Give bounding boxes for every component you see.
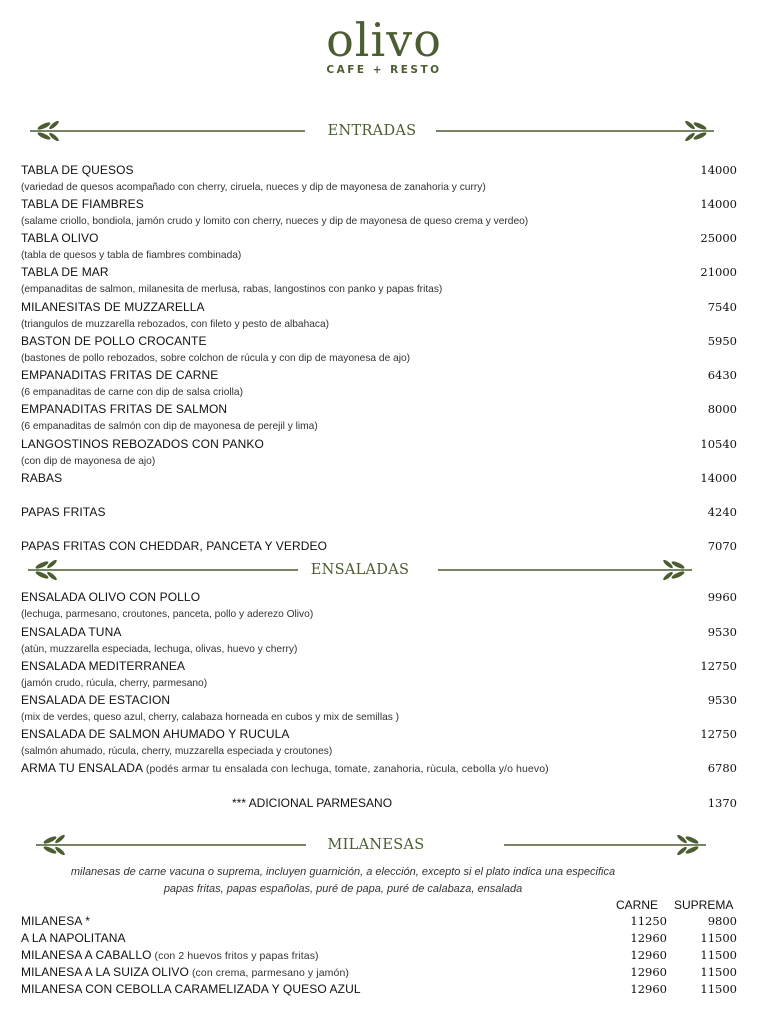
menu-item <box>21 930 737 947</box>
item-name: LANGOSTINOS REBOZADOS CON PANKO <box>21 437 264 451</box>
section-header-ensaladas <box>0 558 768 582</box>
item-description: (tabla de quesos y tabla de fiambres combinada) <box>21 250 242 261</box>
item-name: MILANESA CON CEBOLLA CARAMELIZADA Y QUESO AZUL <box>21 982 361 996</box>
item-inline-description: (con crema, parmesano y jamón) <box>188 967 349 979</box>
menu-item <box>21 470 737 487</box>
item-name: TABLA DE FIAMBRES <box>21 197 144 211</box>
item-price: 14000 <box>700 163 737 177</box>
item-price: 14000 <box>700 471 737 485</box>
column-header-carne: CARNE <box>616 898 659 912</box>
item-name: ARMA TU ENSALADA <box>21 761 143 775</box>
menu-item <box>21 333 737 350</box>
menu-item <box>21 436 737 453</box>
item-name: EMPANADITAS FRITAS DE SALMON <box>21 402 228 416</box>
item-price: 9530 <box>707 625 737 639</box>
item-description: (6 empanaditas de carne con dip de salsa criolla) <box>21 387 243 398</box>
column-header-suprema: SUPREMA <box>674 898 734 912</box>
item-inline-description: (con 2 huevos fritos y papas fritas) <box>151 950 319 962</box>
item-name: EMPANADITAS FRITAS DE CARNE <box>21 368 219 382</box>
menu-item <box>21 624 737 641</box>
item-description: (lechuga, parmesano, croutones, panceta, pollo y aderezo Olivo) <box>21 609 314 620</box>
item-description: (mix de verdes, queso azul, cherry, calabaza horneada en cubos y mix de semillas ) <box>21 712 400 723</box>
menu-item <box>21 196 737 213</box>
item-price: 25000 <box>700 231 737 245</box>
logo-tagline: CAFE + RESTO <box>326 64 442 76</box>
item-price: 12750 <box>700 659 737 673</box>
milanesas-garnish-options: papas fritas, papas españolas, puré de papa, puré de calabaza, ensalada <box>163 883 523 895</box>
menu-item <box>21 964 737 981</box>
menu-item <box>21 504 737 521</box>
item-name: TABLA DE QUESOS <box>21 163 134 177</box>
menu-item <box>21 947 737 964</box>
item-name: ENSALADA DE ESTACION <box>21 693 171 707</box>
item-name: MILANESITAS DE MUZZARELLA <box>21 300 205 314</box>
item-name: RABAS <box>21 471 63 485</box>
item-price: 10540 <box>700 437 737 451</box>
item-price-carne: 11250 <box>630 914 667 928</box>
item-name: BASTON DE POLLO CROCANTE <box>21 334 207 348</box>
item-description: (atùn, muzzarella especiada, lechuga, olivas, huevo y cherry) <box>21 644 298 655</box>
item-price-carne: 12960 <box>630 965 667 979</box>
menu-item <box>21 367 737 384</box>
logo-wordmark: olivo <box>326 13 442 67</box>
item-name: ENSALADA OLIVO CON POLLO <box>21 590 201 604</box>
item-price: 7070 <box>707 539 737 553</box>
item-name: MILANESA A CABALLO <box>21 948 152 962</box>
item-price: 12750 <box>700 727 737 741</box>
section-title: ENTRADAS <box>327 123 417 139</box>
menu-item <box>21 692 737 709</box>
item-description: (variedad de quesos acompañado con cherry, ciruela, nueces y dip de mayonesa de zanahoria y curry) <box>21 182 486 193</box>
item-price: 9530 <box>707 693 737 707</box>
item-price-suprema: 11500 <box>700 931 737 945</box>
item-price-carne: 12960 <box>630 931 667 945</box>
menu-item <box>21 162 737 179</box>
section-header-entradas <box>0 119 768 143</box>
menu-item <box>21 230 737 247</box>
item-description: (bastones de pollo rebozados, sobre colchon de rúcula y con dip de mayonesa de ajo) <box>21 353 411 364</box>
item-description: (6 empanaditas de salmón con dip de mayonesa de perejil y lima) <box>21 421 318 432</box>
item-name: TABLA DE MAR <box>21 265 109 279</box>
menu-item <box>21 589 737 606</box>
menu-item <box>21 299 737 316</box>
menu-item <box>21 658 737 675</box>
item-description: (triangulos de muzzarella rebozados, con fileto y pesto de albahaca) <box>21 319 330 330</box>
item-price-suprema: 11500 <box>700 965 737 979</box>
menu-item <box>21 913 737 930</box>
item-price-carne: 12960 <box>630 948 667 962</box>
item-price: 14000 <box>700 197 737 211</box>
item-name: PAPAS FRITAS CON CHEDDAR, PANCETA Y VERDEO <box>21 539 328 553</box>
menu-item <box>21 726 737 743</box>
section-title: ENSALADAS <box>310 562 410 578</box>
milanesas-note: milanesas de carne vacuna o suprema, incluyen guarnición, a elección, excepto si el plato indica una especifica <box>70 866 616 878</box>
item-name: *** ADICIONAL PARMESANO <box>232 796 393 810</box>
item-price-suprema: 9800 <box>707 914 737 928</box>
item-price: 7540 <box>707 300 737 314</box>
item-name: A LA NAPOLITANA <box>21 931 126 945</box>
item-description: (empanaditas de salmon, milanesita de merlusa, rabas, langostinos con panko y papas fritas) <box>21 284 443 295</box>
menu-item <box>21 264 737 281</box>
menu-item <box>21 401 737 418</box>
item-description: (con dip de mayonesa de ajo) <box>21 456 156 467</box>
menu-extra-item <box>21 795 737 812</box>
item-price: 21000 <box>700 265 737 279</box>
item-price: 4240 <box>707 505 737 519</box>
item-name: MILANESA A LA SUIZA OLIVO <box>21 965 189 979</box>
item-name: ENSALADA DE SALMON AHUMADO Y RUCULA <box>21 727 290 741</box>
item-price: 1370 <box>707 796 737 810</box>
item-name: MILANESA * <box>21 914 91 928</box>
item-name: PAPAS FRITAS <box>21 505 106 519</box>
item-name: TABLA OLIVO <box>21 231 99 245</box>
item-price-suprema: 11500 <box>700 982 737 996</box>
item-description: (salmón ahumado, rúcula, cherry, muzzarella especiada y croutones) <box>21 746 333 757</box>
item-name: ENSALADA TUNA <box>21 625 122 639</box>
item-price: 6430 <box>707 368 737 382</box>
menu-item <box>21 981 737 998</box>
menu-item <box>21 538 737 555</box>
item-inline-description: (podés armar tu ensalada con lechuga, tomate, zanahoria, rùcula, cebolla y/o huevo) <box>145 763 549 775</box>
item-description: (jamón crudo, rúcula, cherry, parmesano) <box>21 678 208 689</box>
item-name: ENSALADA MEDITERRANEA <box>21 659 186 673</box>
item-price-suprema: 11500 <box>700 948 737 962</box>
item-description: (salame criollo, bondiola, jamón crudo y lomito con cherry, nueces y dip de mayonesa de queso crema y verdeo) <box>21 216 529 227</box>
item-price: 6780 <box>707 761 737 775</box>
menu-item <box>21 760 737 777</box>
section-title: MILANESAS <box>327 837 425 853</box>
item-price-carne: 12960 <box>630 982 667 996</box>
item-price: 8000 <box>707 402 737 416</box>
item-price: 9960 <box>707 590 737 604</box>
item-price: 5950 <box>707 334 737 348</box>
section-header-milanesas <box>0 833 768 857</box>
